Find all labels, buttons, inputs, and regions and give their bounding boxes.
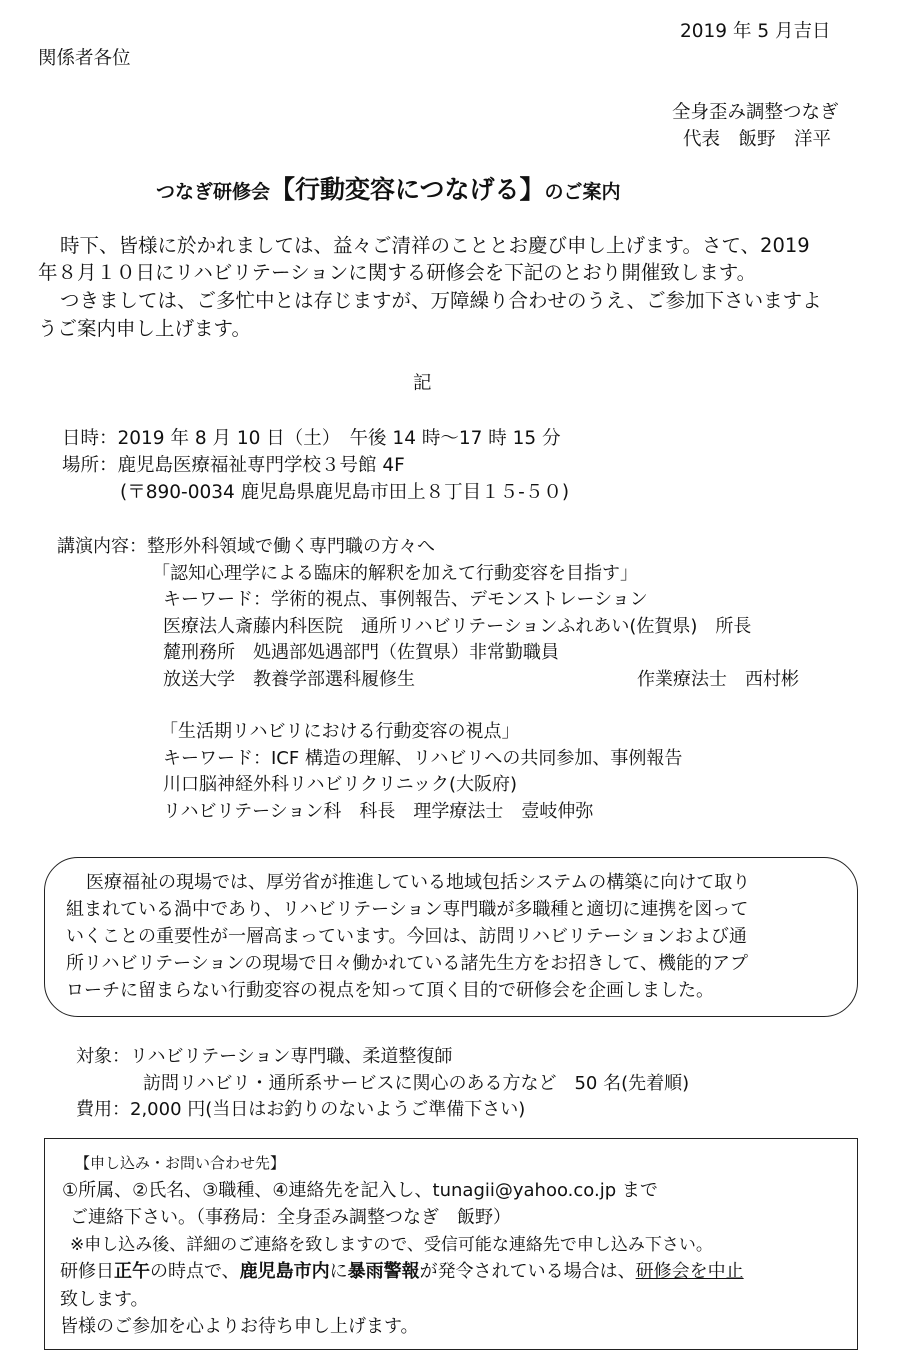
storm-notice-part-c: の時点で、 (150, 1261, 240, 1282)
fee: 費用：2,000 円(当日はお釣りのないようご準備下さい) (76, 1099, 526, 1120)
contact-line-3: ※申し込み後、詳細のご連絡を致しますので、受信可能な連絡先で申し込み下さい。 (70, 1235, 713, 1255)
talk2-affiliation-2: リハビリテーション科 科長 理学療法士 壹岐伸弥 (163, 801, 594, 822)
storm-notice-part-e: に (329, 1261, 348, 1282)
talk1-speaker: 作業療法士 西村彬 (637, 669, 799, 690)
storm-notice-part-a: 研修日 (60, 1261, 114, 1282)
contact-line-5: 致します。 (60, 1289, 149, 1310)
intro-line-2: 年８月１０日にリハビリテーションに関する研修会を下記のとおり開催致します。 (38, 261, 757, 284)
event-datetime: 日時：2019 年 8 月 10 日（土） 午後 14 時～17 時 15 分 (62, 428, 561, 449)
intro-line-1: 時下、皆様に於かれましては、益々ご清祥のこととお慶び申し上げます。さて、2019 (60, 234, 810, 257)
document-date: 2019 年 5 月吉日 (680, 21, 831, 42)
contact-line-2: ご連絡下さい。（事務局：全身歪み調整つなぎ 飯野） (70, 1207, 511, 1228)
purpose-line-1: 医療福祉の現場では、厚労省が推進している地域包括システムの構築に向けて取り (86, 872, 751, 893)
intro-line-4: うご案内申し上げます。 (38, 317, 251, 340)
organization-name: 全身歪み調整つなぎ (672, 102, 839, 123)
page-title (156, 170, 621, 206)
storm-notice-cancel: 研修会を中止 (635, 1261, 744, 1282)
recipients: 関係者各位 (38, 48, 131, 69)
lecture-heading: 講演内容：整形外科領域で働く専門職の方々へ (57, 536, 435, 557)
purpose-line-4: 所リハビリテーションの現場で日々働かれている諸先生方をお招きして、機能的アプ (66, 953, 749, 974)
title-main: 【行動変容につなげる】 (270, 175, 545, 204)
contact-heading: 【申し込み・お問い合わせ先】 (75, 1154, 286, 1172)
intro-line-3: つきましては、ご多忙中とは存じますが、万障繰り合わせのうえ、ご参加下さいますよ (60, 289, 822, 312)
storm-notice-part-g: が発令されている場合は、 (419, 1261, 636, 1282)
storm-notice-noon: 正午 (114, 1261, 150, 1282)
title-prefix: つなぎ研修会 (156, 181, 271, 203)
event-venue: 場所：鹿児島医療福祉専門学校３号館 4F (62, 455, 405, 476)
target-line-2: 訪問リハビリ・通所系サービスに関心のある方など 50 名(先着順) (143, 1073, 690, 1094)
storm-notice-city: 鹿児島市内 (239, 1261, 330, 1282)
title-suffix: のご案内 (544, 181, 621, 203)
contact-line-6: 皆様のご参加を心よりお待ち申し上げます。 (60, 1316, 419, 1337)
talk1-affiliation-3: 放送大学 教養学部選科履修生 (163, 669, 415, 690)
contact-line-1: ①所属、②氏名、③職種、④連絡先を記入し、tunagii@yahoo.co.jp まで (62, 1180, 658, 1201)
talk2-affiliation-1: 川口脳神経外科リハビリクリニック(大阪府) (163, 774, 518, 795)
talk2-title: 「生活期リハビリにおける行動変容の視点」 (160, 721, 520, 742)
purpose-line-5: ローチに留まらない行動変容の視点を知って頂く目的で研修会を企画しました。 (66, 980, 714, 1001)
ki-marker: 記 (413, 373, 432, 394)
event-address: (〒890-0034 鹿児島県鹿児島市田上８丁目１５-５０) (120, 482, 570, 503)
talk1-affiliation-2: 麓刑務所 処遇部処遇部門（佐賀県）非常勤職員 (163, 642, 559, 663)
talk1-keywords: キーワード：学術的視点、事例報告、デモンストレーション (163, 589, 648, 610)
target-line-1: 対象：リハビリテーション専門職、柔道整復師 (76, 1046, 453, 1067)
storm-notice-warning: 暴雨警報 (347, 1261, 420, 1282)
representative-name: 代表 飯野 洋平 (683, 129, 832, 150)
purpose-line-2: 組まれている渦中であり、リハビリテーション専門職が多職種と適切に連携を図って (66, 899, 749, 920)
purpose-line-3: いくことの重要性が一層高まっています。今回は、訪問リハビリテーションおよび通 (66, 926, 747, 947)
storm-notice (60, 1259, 744, 1285)
talk2-keywords: キーワード：ICF 構造の理解、リハビリへの共同参加、事例報告 (163, 748, 683, 769)
talk1-title: 「認知心理学による臨床的解釈を加えて行動変容を目指す」 (152, 563, 638, 584)
talk1-affiliation-1: 医療法人斎藤内科医院 通所リハビリテーションふれあい(佐賀県) 所長 (163, 616, 752, 637)
